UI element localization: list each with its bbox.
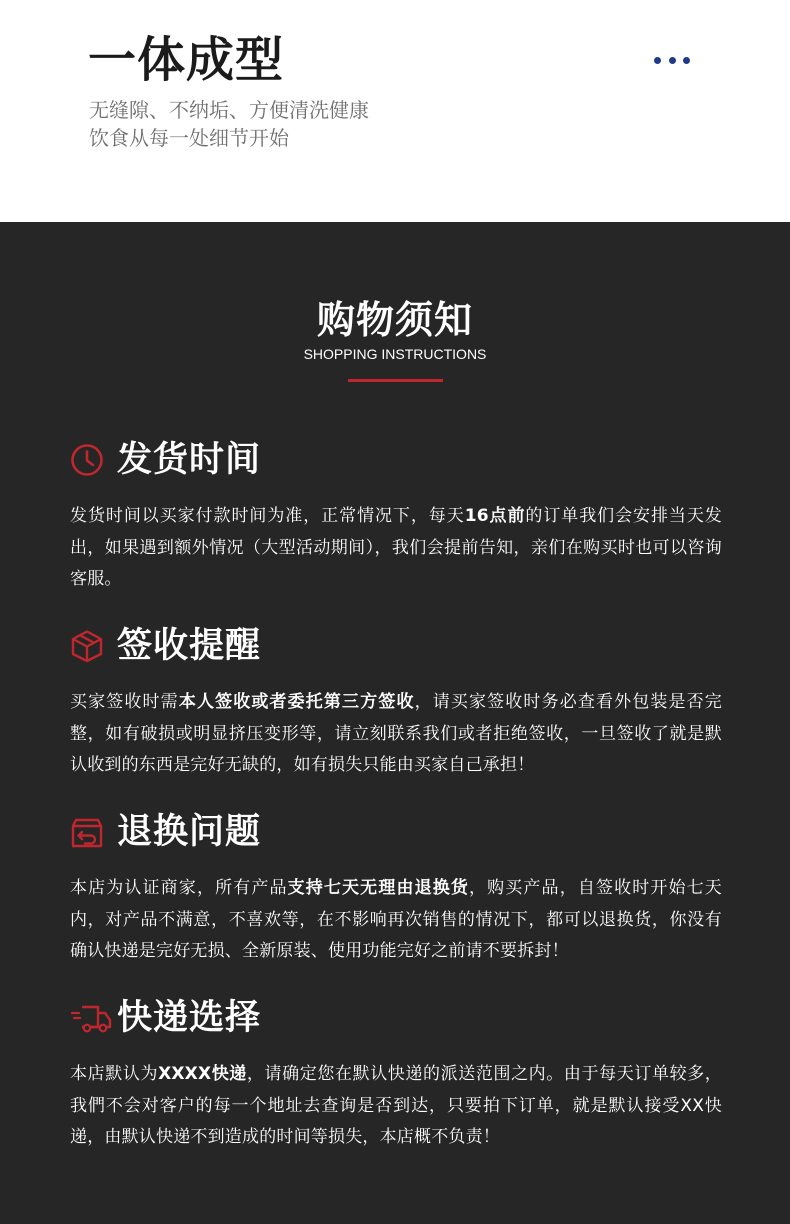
signing-requirement-highlight: 本人签收或者委托第三方签收 <box>178 692 415 712</box>
courier-text: 本店默认为XXXX快递，请确定您在默认快递的派送范围之内。由于每天订单较多，我們不会对客户的每一个地址去查询是否到达，只要拍下订单，就是默认接受XX快递，由默认快递不到造成的时间等损失，本店概不负责！ <box>70 1064 722 1147</box>
product-feature-banner <box>0 0 790 222</box>
return-box-icon <box>70 816 104 850</box>
default-courier-highlight: XXXX快递 <box>158 1064 247 1084</box>
returns-title: 退换问题 <box>117 812 262 852</box>
clock-icon <box>70 443 104 477</box>
delivery-signing-title: 签收提醒 <box>117 626 262 666</box>
feature-subtitle <box>89 96 369 152</box>
shopping-instructions-panel <box>0 222 790 1224</box>
heading-underline <box>348 379 443 382</box>
section-heading-subtitle: SHOPPING INSTRUCTIONS <box>303 346 487 362</box>
courier-title: 快递选择 <box>117 998 262 1038</box>
feature-title: 一体成型 <box>88 32 285 88</box>
package-box-icon <box>70 629 104 663</box>
returns-policy-highlight: 支持七天无理由退换货 <box>287 878 470 898</box>
feature-subtitle-line-2: 饮食从每一处细节开始 <box>89 126 289 150</box>
delivery-signing-text: 买家签收时需本人签收或者委托第三方签收，请买家签收时务必查看外包装是否完整，如有破损或明显挤压变形等，请立刻联系我们或者拒绝签收，一旦签收了就是默认收到的东西是完好无缺的，如有损失只能由买家自己承担！ <box>70 692 722 775</box>
feature-subtitle-line-1: 无缝隙、不纳垢、方便清洗健康 <box>89 98 369 122</box>
section-heading-title: 购物须知 <box>316 298 473 342</box>
shipping-time-text: 发货时间以买家付款时间为准，正常情况下，每天16点前的订单我们会安排当天发出，如果遇到额外情况（大型活动期间），我们会提前告知，亲们在购买时也可以咨询客服。 <box>70 506 722 589</box>
shipping-time-title: 发货时间 <box>117 440 262 480</box>
delivery-truck-icon <box>70 1002 112 1036</box>
shipping-cutoff-highlight: 16点前 <box>464 506 526 526</box>
ellipsis-icon <box>654 57 694 65</box>
returns-text: 本店为认证商家，所有产品支持七天无理由退换货，购买产品，自签收时开始七天内，对产品不满意，不喜欢等，在不影响再次销售的情况下，都可以退换货，你没有确认快递是完好无损、全新原装、使用功能完好之前请不要拆封！ <box>70 878 722 961</box>
